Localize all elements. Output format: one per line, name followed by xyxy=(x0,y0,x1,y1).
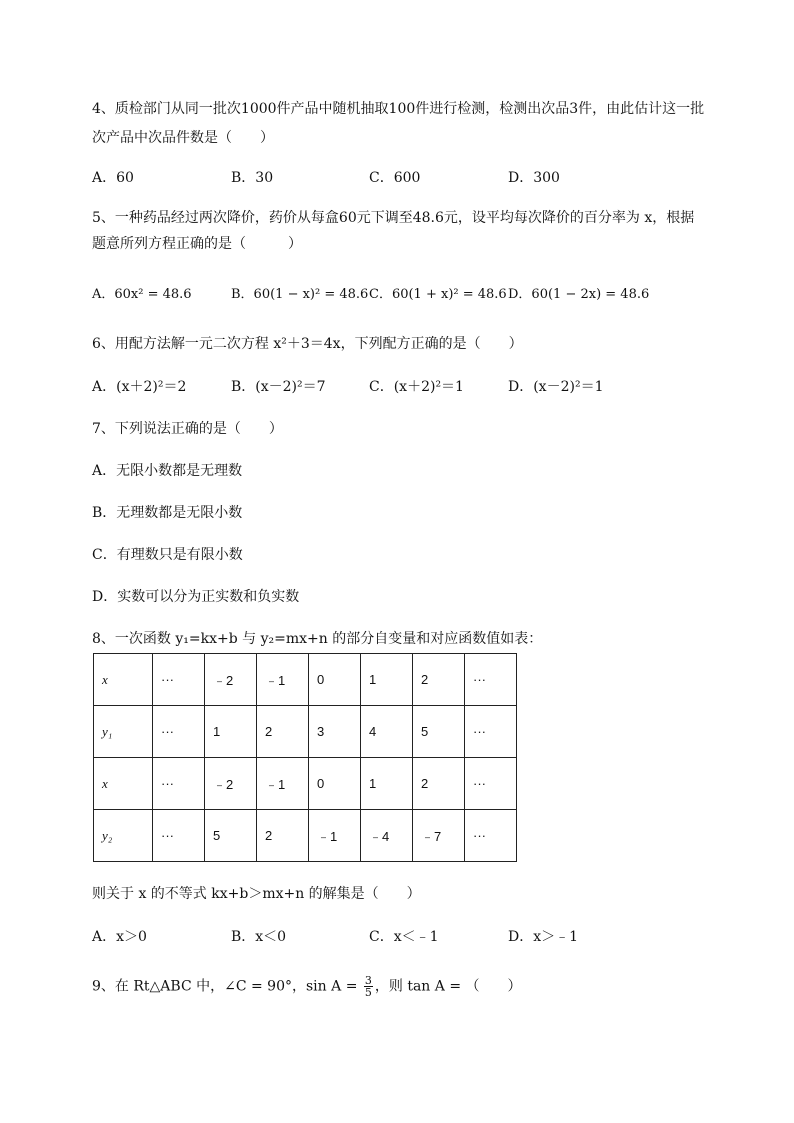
table-cell: ﹣1 xyxy=(309,810,361,862)
table-cell: 5 xyxy=(413,706,465,758)
table-cell: 0 xyxy=(309,758,361,810)
table-cell: 4 xyxy=(361,706,413,758)
table-cell: y₁ xyxy=(94,706,153,758)
q6-option-d: D．(x－2)²＝1 xyxy=(508,379,604,395)
table-cell: ··· xyxy=(153,706,205,758)
table-row xyxy=(94,654,517,706)
table-cell: 1 xyxy=(361,654,413,706)
table-cell: ﹣4 xyxy=(361,810,413,862)
q9-fraction-denominator: 5 xyxy=(364,986,372,999)
q7-option-d: D．实数可以分为正实数和负实数 xyxy=(92,589,300,605)
table-cell: 1 xyxy=(361,758,413,810)
table-cell: 2 xyxy=(413,654,465,706)
q4-option-b: B．30 xyxy=(231,170,274,186)
q6-option-a: A．(x＋2)²＝2 xyxy=(92,379,187,395)
table-cell: 5 xyxy=(205,810,257,862)
q8-value-table xyxy=(93,653,517,862)
table-cell: 1 xyxy=(205,706,257,758)
q5-stem-line2: 题意所列方程正确的是（ ） xyxy=(92,236,302,252)
q5-option-b: B．60(1 − x)² = 48.6 xyxy=(231,287,369,302)
table-cell: 0 xyxy=(309,654,361,706)
table-cell: ﹣1 xyxy=(257,758,309,810)
table-cell: ﹣7 xyxy=(413,810,465,862)
table-row xyxy=(94,706,517,758)
table-row xyxy=(94,810,517,862)
q9-fraction-numerator: 3 xyxy=(364,974,372,987)
q4-options xyxy=(92,168,652,188)
q5-option-c: C．60(1 + x)² = 48.6 xyxy=(369,287,507,302)
q9-stem-prefix: 9、在 Rt△ABC 中，∠C = 90°，sin A = xyxy=(92,978,362,995)
q9-fraction xyxy=(364,975,373,998)
table-cell: x xyxy=(94,654,153,706)
table-cell: 3 xyxy=(309,706,361,758)
q7-option-b: B．无理数都是无限小数 xyxy=(92,505,243,521)
q6-option-c: C．(x＋2)²＝1 xyxy=(369,379,464,395)
table-cell: ﹣2 xyxy=(205,758,257,810)
q5-option-a: A．60x² = 48.6 xyxy=(92,287,192,302)
q4-stem-line1: 4、质检部门从同一批次1000件产品中随机抽取100件进行检测，检测出次品3件，由此估计这一批 xyxy=(92,101,705,117)
table-cell: x xyxy=(94,758,153,810)
q9-stem-suffix: ，则 tan A = （ ） xyxy=(374,978,522,995)
table-cell: ··· xyxy=(153,810,205,862)
q8-option-b: B．x＜0 xyxy=(231,929,287,945)
q7-option-c: C．有理数只是有限小数 xyxy=(92,547,243,563)
q7-option-a: A．无限小数都是无理数 xyxy=(92,463,243,479)
table-cell: 2 xyxy=(413,758,465,810)
table-cell: ﹣2 xyxy=(205,654,257,706)
q6-stem: 6、用配方法解一元二次方程 x²＋3＝4x，下列配方正确的是（ ） xyxy=(92,336,523,352)
q8-option-d: D．x＞﹣1 xyxy=(508,929,579,945)
q5-option-d: D．60(1 − 2x) = 48.6 xyxy=(508,287,650,302)
q7-stem: 7、下列说法正确的是（ ） xyxy=(92,421,283,437)
table-cell: ··· xyxy=(153,758,205,810)
table-cell: y₂ xyxy=(94,810,153,862)
q9-stem xyxy=(92,975,522,998)
q5-options xyxy=(92,285,652,305)
q8-question: 则关于 x 的不等式 kx+b＞mx+n 的解集是（ ） xyxy=(92,886,421,902)
table-cell: ··· xyxy=(465,758,517,810)
q6-options xyxy=(92,377,652,397)
table-cell: ··· xyxy=(465,654,517,706)
table-cell: 2 xyxy=(257,810,309,862)
q4-option-d: D．300 xyxy=(508,170,560,186)
table-cell: ··· xyxy=(465,810,517,862)
q8-stem: 8、一次函数 y₁=kx+b 与 y₂=mx+n 的部分自变量和对应函数值如表： xyxy=(92,631,543,647)
q8-option-c: C．x＜﹣1 xyxy=(369,929,439,945)
table-row xyxy=(94,758,517,810)
q8-options xyxy=(92,927,652,947)
table-cell: ﹣1 xyxy=(257,654,309,706)
q5-stem-line1: 5、一种药品经过两次降价，药价从每盒60元下调至48.6元，设平均每次降价的百分率为 x，根据 xyxy=(92,210,695,226)
q8-option-a: A．x＞0 xyxy=(92,929,147,945)
q4-option-a: A．60 xyxy=(92,170,134,186)
table-cell: ··· xyxy=(465,706,517,758)
table-cell: ··· xyxy=(153,654,205,706)
q4-stem-line2: 次产品中次品件数是（ ） xyxy=(92,130,274,146)
q6-option-b: B．(x－2)²＝7 xyxy=(231,379,326,395)
q4-option-c: C．600 xyxy=(369,170,421,186)
table-cell: 2 xyxy=(257,706,309,758)
